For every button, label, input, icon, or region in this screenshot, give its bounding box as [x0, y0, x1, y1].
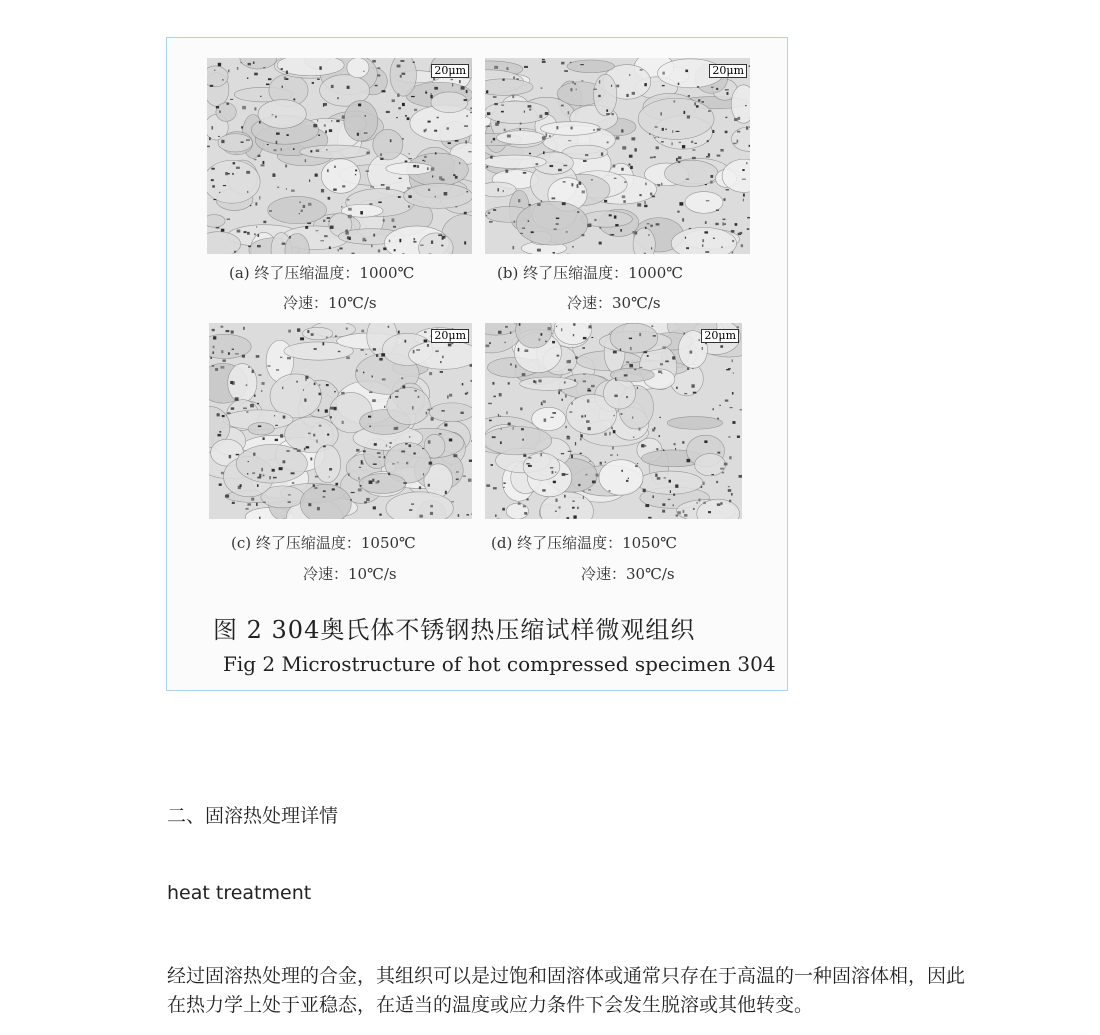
scale-bar-b: 20μm — [709, 64, 747, 78]
caption-d-line1: (d) 终了压缩温度：1050℃ — [491, 534, 678, 552]
caption-a-line2: 冷速：10℃/s — [283, 294, 377, 312]
micrograph-c-texture — [209, 323, 472, 519]
micrograph-d — [485, 323, 742, 519]
figure-title-english: Fig 2 Microstructure of hot compressed specimen 304 — [223, 652, 776, 676]
section-heading: 二、固溶热处理详情 — [167, 805, 339, 827]
figure-image — [166, 37, 788, 691]
caption-c-line2: 冷速：10℃/s — [303, 565, 397, 583]
micrograph-a-texture — [207, 58, 472, 254]
micrograph-b — [485, 58, 750, 254]
caption-b-line1: (b) 终了压缩温度：1000℃ — [497, 264, 684, 282]
micrograph-d-texture — [485, 323, 742, 519]
scale-bar-d: 20μm — [701, 329, 739, 343]
caption-d-line2: 冷速：30℃/s — [581, 565, 675, 583]
body-paragraph: 经过固溶热处理的合金，其组织可以是过饱和固溶体或通常只存在于高温的一种固溶体相，因此在热力学上处于亚稳态，在适当的温度或应力条件下会发生脱溶或其他转变。 — [167, 965, 966, 1016]
scale-bar-c: 20μm — [431, 329, 469, 343]
caption-c-line1: (c) 终了压缩温度：1050℃ — [231, 534, 416, 552]
micrograph-c — [209, 323, 472, 519]
caption-b-line2: 冷速：30℃/s — [567, 294, 661, 312]
caption-a-line1: (a) 终了压缩温度：1000℃ — [229, 264, 415, 282]
scale-bar-a: 20μm — [431, 64, 469, 78]
section-subheading: heat treatment — [167, 882, 312, 904]
micrograph-b-texture — [485, 58, 750, 254]
figure-title-chinese: 图 2 304奥氏体不锈钢热压缩试样微观组织 — [213, 616, 696, 644]
micrograph-a — [207, 58, 472, 254]
